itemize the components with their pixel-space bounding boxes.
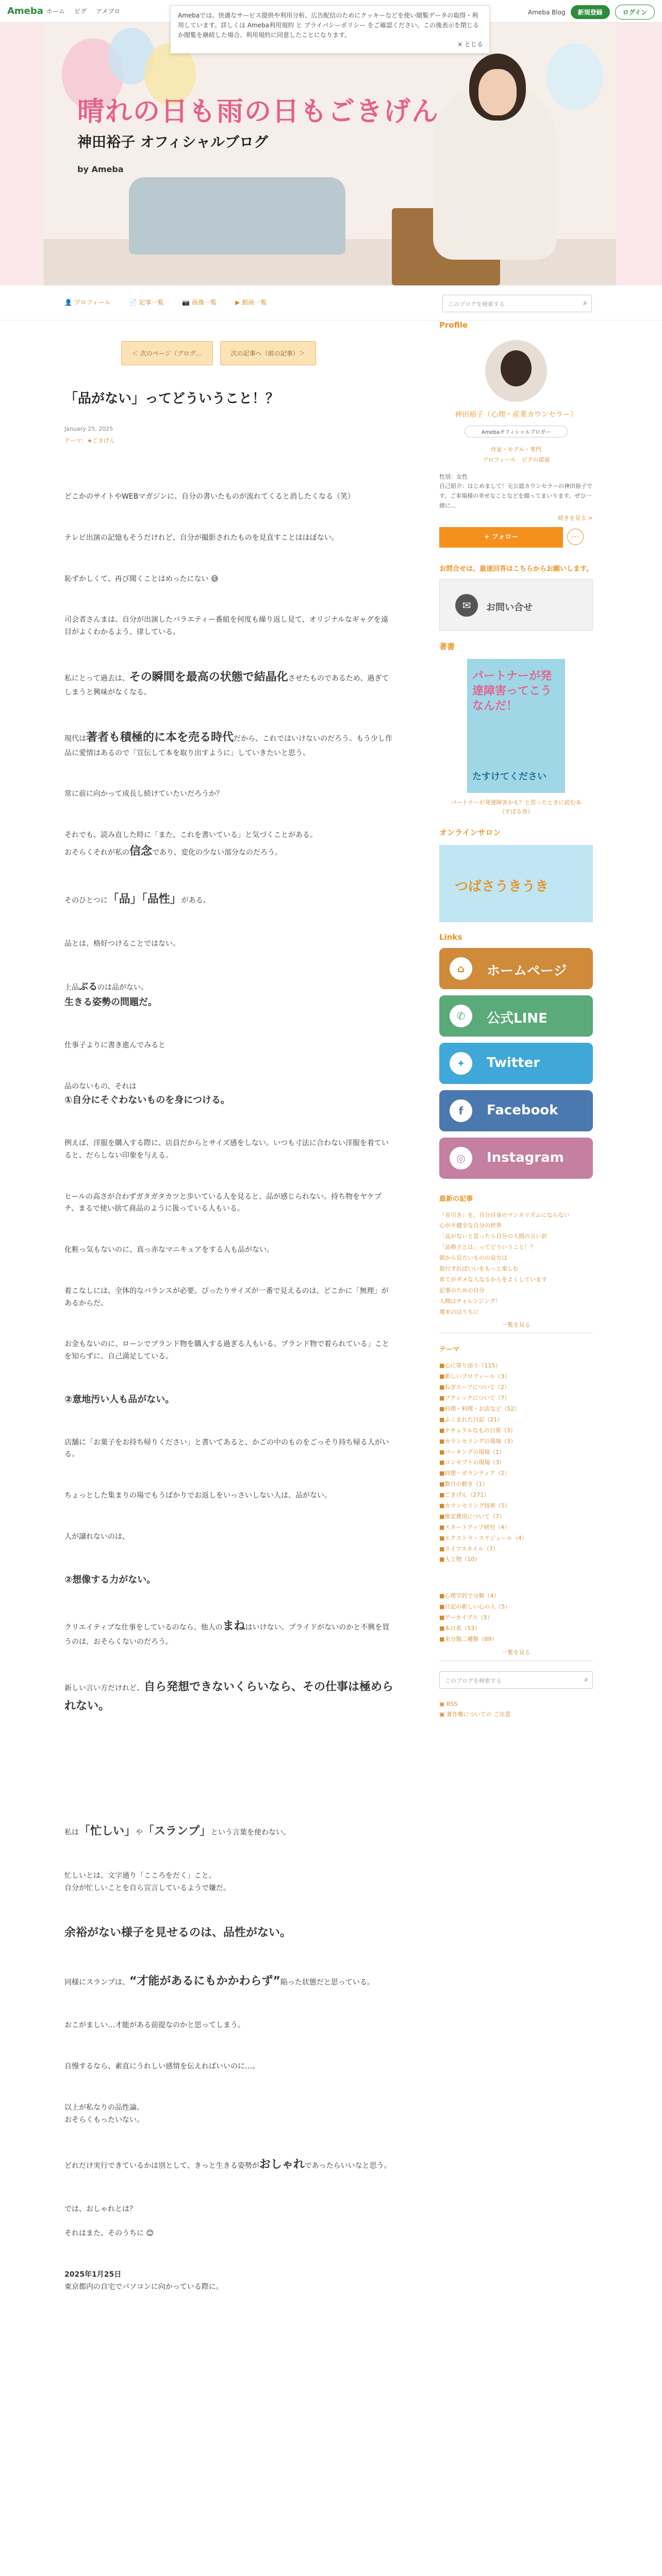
avatar[interactable] [485, 340, 547, 402]
paragraph: 2025年1月25日 東京都内の自宅でパソコンに向かっている際に。 [64, 2270, 223, 2291]
link-label: Twitter [487, 1055, 540, 1071]
link-label: ホームページ [487, 963, 567, 979]
recent-item[interactable]: 心が不健全な自分の世界 [439, 1222, 502, 1229]
spacer [439, 1565, 593, 1591]
link-label: Facebook [487, 1102, 558, 1118]
global-nav [46, 7, 120, 15]
theme-item[interactable]: ■ねぎスープについて（2） [439, 1384, 510, 1391]
paragraph: それでも、読み直した時に「また、これを書いている」と気づくことがある。 おそらくそれが私の信念であり、変化の少ない部分なのだろう。 [64, 831, 317, 858]
paragraph: どこかのサイトやWEBマガジンに、自分の書いたものが流れてくると消したくなる（笑） [64, 493, 355, 501]
instagram-icon: ◎ [450, 1147, 472, 1170]
sidebar-search-input[interactable]: このブログを検索する ⌕ [439, 1671, 593, 1689]
paragraph: 忙しいとは、文字通り「こころをだく」こと。 自分が忙しいことを自ら宣言しているようで嫌だ。 [64, 1871, 230, 1892]
paragraph: 品のないもの、それは ①自分にそぐわないものを身につける。 [64, 1082, 230, 1106]
paragraph: 店舗に「お菓子をお持ち帰りください」と書いてあると、かごの中のものをごっそり持ち帰る人がいる。 [64, 1438, 389, 1459]
profile-heading: Profile [439, 320, 468, 330]
sofa [129, 177, 345, 255]
paragraph: ちょっとした集まりの場でもうばかりでお返しをいっさいしない人は、品がない。 [64, 1492, 332, 1500]
recent-item[interactable]: 「品格子とは」ってどういうこと！？ [439, 1244, 536, 1251]
theme-item[interactable]: ■アーカイブス（5） [439, 1614, 493, 1621]
paragraph: おこがましい…才能がある前提なのかと思ってしまう。 [64, 2021, 245, 2030]
paragraph: 仕事子よりに書き進んでみると [64, 1041, 166, 1049]
book-cover[interactable] [467, 659, 565, 793]
sidebar [439, 320, 593, 1719]
paragraph: お金もないのに、ローンでブランド物を購入する過ぎる人もいる。ブランド物で着られている」ことを知らずに、自己満足している。 [64, 1340, 389, 1361]
article-body [64, 491, 394, 2294]
paragraph: そのひとつに「品」「品性」がある。 [64, 893, 210, 906]
theme-item[interactable]: ■スタートアップ研究（4） [439, 1523, 510, 1531]
nav-images[interactable]: 📷 画像一覧 [182, 299, 217, 306]
prev-page-button[interactable]: ＜ 次のページ（ブログ… [121, 341, 213, 365]
article-theme[interactable]: テーマ：★ごきげん [64, 437, 115, 444]
theme-item[interactable]: ■心理学的で分類（4） [439, 1592, 500, 1600]
theme-item[interactable]: ■カウンセリングの現場（3） [439, 1437, 517, 1445]
paragraph: 新しい言い方だけれど、自ら発想できないくらいなら、その仕事は極められない。 [64, 1680, 394, 1713]
profile-name[interactable]: 神田裕子（心理・産業カウンセラー） [455, 411, 577, 419]
theme-item[interactable]: ■数日の動き（1） [439, 1481, 488, 1488]
profile-desc: 性別：女性 自己紹介：はじめまして！元公認カウンセラーの神田裕子です。ご来場様の幸せなことなどを綴ってまいります。ぜひ一緒に... [439, 473, 592, 509]
contact-banner[interactable] [439, 579, 593, 631]
balloon [547, 43, 603, 110]
theme-item[interactable]: ■ふくまれた日記（21） [439, 1416, 503, 1423]
search-icon[interactable]: ⌕ [584, 1675, 588, 1684]
footer-links [439, 1699, 593, 1720]
paragraph: 例えば、洋服を購入する際に、店員だからとサイズ感をしない。いつも寸法に合わない洋服を着ていると、だらしない印象を与える。 [64, 1139, 389, 1160]
recent-list [439, 1210, 593, 1318]
blog-nav-items [64, 298, 267, 307]
author-photo [433, 84, 557, 260]
nav-pigg[interactable]: ピグ [74, 8, 87, 15]
cookie-notice [170, 5, 490, 54]
divider [439, 1660, 593, 1661]
copyright-link[interactable]: ▣ 著作権についての ご注意 [439, 1710, 511, 1718]
rss-link[interactable]: ▣ RSS [439, 1700, 458, 1707]
salon-title: つばさうきうき [455, 878, 549, 894]
recent-item[interactable]: 記事のための自分 [439, 1286, 485, 1294]
book-title: パートナーが発達障害ってこうなんだ！ [472, 670, 552, 713]
paragraph: 人が譲れないのは、 [64, 1533, 129, 1541]
ameba-blog-link[interactable]: Ameba Blog [527, 8, 566, 16]
paragraph: ヒールの高さが合わずガタガタカツと歩いている人を見ると、品が感じられない。持ち物をヤケプチ、まるで使い捨て商品のように扱っている人もいる。 [64, 1192, 382, 1213]
link-line[interactable] [439, 995, 593, 1037]
recent-item[interactable]: 旅行すればいいをもっと楽しむ [439, 1265, 519, 1272]
follow-button[interactable]: + フォロー [439, 527, 563, 548]
paragraph: 常に前に向かって成長し続けていたいだろうか？ [64, 790, 223, 799]
cookie-text: Amebaでは、快適なサービス提供や利用分析、広告配信のためにクッキーなどを使い閲覧データの取得・利用しています。詳しくは Ameba利用規約 と プライバシーポリシー をご確認ください。この後表示を閉じるか閲覧を継続した場合、利用規約に同意したことになります。 [178, 12, 479, 39]
search-icon[interactable]: ⌕ [583, 299, 587, 307]
book-heading: 著書 [439, 642, 455, 652]
follow-row [439, 522, 593, 548]
recent-item[interactable]: 朝から見たいものの見方は [439, 1255, 507, 1262]
paragraph: クリエイティブな仕事をしているのなら、他人のまねはいけない。プライドがないのかと不興を買うのは、おそらくないのだろう。 [64, 1620, 390, 1646]
paragraph: 着こなしには、全体的なバランスが必要。ぴったりサイズが一番で見えるのは、どこかに「無理」があるからだ。 [64, 1286, 389, 1308]
theme-item[interactable]: ■エクストラ・スケジュール（4） [439, 1534, 527, 1541]
theme-item[interactable]: ■回想・ボランティア（2） [439, 1470, 510, 1477]
paragraph: ②想像する力がない。 [64, 1574, 156, 1585]
theme-item[interactable]: ■推定費用について（7） [439, 1513, 505, 1520]
paragraph: 以上が私なりの品性論。 おそらくもったいない。 [64, 2103, 144, 2124]
theme-item[interactable]: ■カウンセリング技術（5） [439, 1502, 511, 1510]
paragraph: 化粧っ気もないのに、真っ赤なマニキュアをする人も品がない。 [64, 1246, 274, 1255]
salon-banner[interactable] [439, 845, 593, 922]
theme-item[interactable]: ■ブティックについて（7） [439, 1395, 510, 1402]
link-twitter[interactable] [439, 1043, 593, 1084]
next-article-button[interactable]: 次の記事へ（前の記事）＞ [220, 341, 316, 365]
section-divider [64, 1744, 394, 1822]
paragraph: 私にとって過去は、その瞬間を最高の状態で結晶化させたものであるため、過ぎてしまうと興味がなくなる。 [64, 670, 389, 697]
theme-item[interactable]: ■コンセプトの現場（3） [439, 1459, 505, 1466]
theme-item[interactable]: ■パーキングの現場（1） [439, 1448, 505, 1455]
theme-item[interactable]: ■ナチュラルなもの日常（3） [439, 1427, 516, 1434]
facebook-icon: f [450, 1099, 472, 1122]
link-label: 公式LINE [487, 1010, 548, 1026]
theme-item[interactable]: ■ライフスタイル（7） [439, 1545, 499, 1552]
recent-item[interactable]: 育てがダメな人なるからをよくしています [439, 1276, 547, 1283]
article-title: 「品がない」ってどういうこと！？ [64, 391, 279, 406]
paragraph: 現代は著者も積極的に本を売る時代だから、これではいけないのだろう。もう少し作品に愛情はあるので「宣伝して本を取り出すように」していきたいと思う。 [64, 731, 393, 757]
book-caption[interactable]: パートナーが発達障害かも？と思ったときに読む本 （すばる舎） [451, 799, 582, 815]
theme-item[interactable]: ■ごきげん（271） [439, 1492, 490, 1499]
nav-videos[interactable]: ▶ 動画一覧 [235, 299, 267, 306]
theme-more-link[interactable]: 一覧を見る [502, 1649, 531, 1656]
paragraph: 恥ずかしくて、再び聞くことはめったにない 😅 [64, 574, 219, 583]
line-icon: ✆ [450, 1005, 472, 1027]
paragraph: テレビ出演の記憶もそうだけれど、自分が撮影されたものを見直すことはほぼない。 [64, 533, 339, 542]
login-button[interactable]: ログイン [615, 5, 655, 20]
twitter-icon: ✦ [450, 1052, 472, 1075]
link-label: Instagram [487, 1149, 564, 1165]
pager [121, 341, 394, 365]
link-instagram[interactable] [439, 1138, 593, 1179]
link-facebook[interactable] [439, 1090, 593, 1131]
theme-heading: テーマ [439, 1346, 460, 1354]
blog-subtitle: 神田裕子 オフィシャルブログ [77, 133, 269, 150]
contact-label: お問い合せ [486, 602, 533, 614]
ameba-logo[interactable]: Ameba [7, 6, 43, 16]
recent-item[interactable]: 「品がないと思ったら自分の人間の言い訳 [439, 1233, 547, 1240]
by-ameba: by Ameba [77, 164, 124, 174]
theme-item[interactable]: ■本日系（53） [439, 1625, 481, 1632]
blog-search-input[interactable]: このブログを検索する ⌕ [442, 295, 592, 312]
signup-button[interactable]: 新規登録 [571, 5, 610, 19]
paragraph: 上品ぶるのは品がない。 生きる姿勢の問題だ。 [64, 981, 157, 1008]
cookie-close-button[interactable]: × とじる [457, 41, 483, 48]
article-date: January 25, 2025 [64, 426, 113, 432]
home-icon: ⌂ [450, 957, 472, 980]
main-content [64, 320, 394, 2323]
nav-profile[interactable]: 👤 プロフィール [64, 299, 111, 306]
profile-more-link[interactable]: 続きを見る > [558, 515, 593, 522]
theme-list [439, 1361, 593, 1645]
paragraph: どれだけ実行できているかは別として、きっと生きる姿勢がおしゃれであったらいいなと思う。 [64, 2158, 391, 2172]
paragraph: 司会者さんまは、自分が出演したバラエティー番組を何度も繰り返し見て、オリジナルなギャグを遠目がよくわかるよう、律している。 [64, 616, 388, 637]
salon-heading: オンラインサロン [439, 827, 501, 837]
theme-item[interactable]: ■人工物（10） [439, 1556, 481, 1563]
blog-title: 晴れの日も雨の日もごきげん [77, 96, 440, 127]
recent-heading: 最新の記事 [439, 1195, 473, 1203]
recent-item[interactable]: 「長引き」を、自分自身のマンネリズムにならない [439, 1211, 570, 1218]
book-subtitle: たすけてください [472, 771, 547, 783]
nav-articles[interactable]: 📄 記事一覧 [129, 299, 164, 306]
recent-item[interactable]: 週末のはうちに [439, 1308, 479, 1315]
face [478, 69, 517, 115]
follow-menu-icon[interactable]: ⋯ [567, 529, 584, 545]
link-homepage[interactable] [439, 948, 593, 989]
global-right [528, 5, 655, 20]
paragraph: 品とは、格好つけることではない。 [64, 939, 180, 948]
nav-ameblo[interactable]: アメブロ [96, 8, 121, 15]
links-heading: Links [439, 932, 462, 942]
paragraph: 同様にスランプは、“才能があるにもかかわらず”陥った状態だと思っている。 [64, 1974, 374, 1988]
paragraph: 私は「忙しい」や「スランプ」という言葉を使わない。 [64, 1825, 291, 1838]
theme-item[interactable]: ■心に寄り添う（115） [439, 1362, 501, 1369]
recent-more-link[interactable]: 一覧を見る [502, 1321, 531, 1329]
theme-item[interactable]: ■日記の新しい心の人（5） [439, 1603, 511, 1611]
paragraph: 余裕がない様子を見せるのは、品性がない。 [64, 1926, 292, 1940]
paragraph: ②意地汚い人も品がない。 [64, 1394, 175, 1405]
blog-header[interactable] [0, 23, 662, 285]
blog-nav [0, 285, 662, 320]
nav-home[interactable]: ホーム [46, 8, 65, 15]
paragraph: 自慢するなら、素直にうれしい感情を伝えればいいのに…。 [64, 2062, 259, 2071]
mail-icon: ✉ [455, 594, 478, 617]
theme-item[interactable]: ■未分類二種類（89） [439, 1635, 498, 1642]
recent-item[interactable]: 人間はチャレンジング！ [439, 1297, 501, 1304]
profile-category[interactable]: 作家・モデル・専門 プロフィール ピグの部屋 [482, 446, 550, 463]
paragraph: では、おしゃれとは？ それはまた、そのうちに 😊 [64, 2205, 154, 2238]
theme-item[interactable]: ■料理・料理・お店など（52） [439, 1405, 520, 1412]
theme-item[interactable]: ■新しいプロフィール（3） [439, 1373, 510, 1380]
official-badge: Amebaオフィシャルブロガー [465, 426, 568, 437]
contact-heading: お問合せは、最速回答はこちらからお願いします。 [439, 565, 593, 573]
